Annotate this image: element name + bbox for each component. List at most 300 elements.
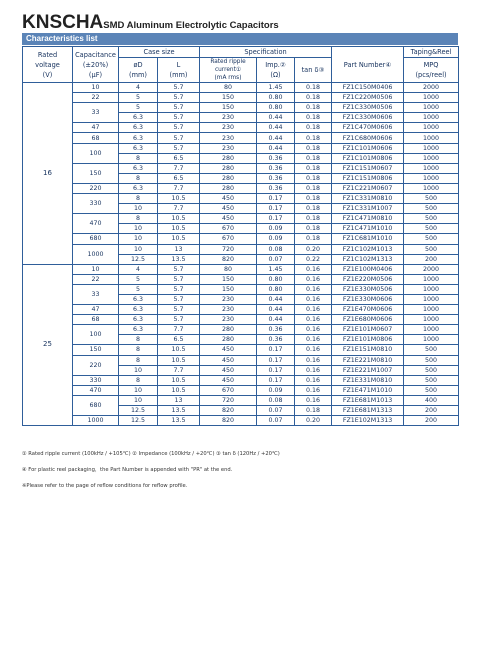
cell-diameter: 6.3 <box>119 325 158 335</box>
table-body <box>23 83 459 426</box>
cell-part-number: FZ1E102M1313 <box>332 416 404 426</box>
cell-part-number: FZ1E330M0506 <box>332 284 404 294</box>
table-row <box>23 163 459 173</box>
cell-ripple: 450 <box>200 345 257 355</box>
table-row <box>23 375 459 385</box>
cell-ripple: 150 <box>200 93 257 103</box>
cell-tan-delta: 0.18 <box>295 234 332 244</box>
cell-tan-delta: 0.18 <box>295 113 332 123</box>
cell-diameter: 10 <box>119 204 158 214</box>
table-row <box>23 214 459 224</box>
cell-mpq: 500 <box>404 365 459 375</box>
cell-length: 5.7 <box>158 93 200 103</box>
header-ripple-current: Rated ripple current① (mA rms) <box>200 58 257 83</box>
cell-length: 13 <box>158 244 200 254</box>
cell-part-number: FZ1C151M0806 <box>332 173 404 183</box>
cell-impedance: 0.44 <box>257 315 295 325</box>
cell-part-number: FZ1E101M0806 <box>332 335 404 345</box>
cell-diameter: 4 <box>119 83 158 93</box>
cell-ripple: 150 <box>200 274 257 284</box>
cell-capacitance: 68 <box>73 133 119 143</box>
cell-mpq: 200 <box>404 254 459 264</box>
cell-diameter: 5 <box>119 274 158 284</box>
cell-ripple: 720 <box>200 244 257 254</box>
cell-ripple: 280 <box>200 173 257 183</box>
cell-rated-voltage: 25 <box>23 264 73 426</box>
cell-part-number: FZ1C151M0607 <box>332 163 404 173</box>
cell-tan-delta: 0.18 <box>295 214 332 224</box>
cell-tan-delta: 0.18 <box>295 133 332 143</box>
cell-diameter: 8 <box>119 173 158 183</box>
cell-tan-delta: 0.18 <box>295 103 332 113</box>
table-row <box>23 315 459 325</box>
cell-tan-delta: 0.16 <box>295 274 332 284</box>
cell-diameter: 12.5 <box>119 416 158 426</box>
cell-mpq: 500 <box>404 345 459 355</box>
cell-impedance: 0.17 <box>257 204 295 214</box>
table-row <box>23 284 459 294</box>
cell-tan-delta: 0.18 <box>295 143 332 153</box>
cell-impedance: 0.80 <box>257 93 295 103</box>
cell-capacitance: 47 <box>73 123 119 133</box>
cell-length: 10.5 <box>158 224 200 234</box>
cell-mpq: 500 <box>404 355 459 365</box>
cell-tan-delta: 0.16 <box>295 385 332 395</box>
cell-diameter: 4 <box>119 264 158 274</box>
cell-impedance: 0.44 <box>257 305 295 315</box>
cell-mpq: 1000 <box>404 173 459 183</box>
cell-part-number: FZ1E221M1007 <box>332 365 404 375</box>
cell-ripple: 450 <box>200 365 257 375</box>
cell-ripple: 280 <box>200 335 257 345</box>
cell-impedance: 0.36 <box>257 335 295 345</box>
cell-length: 5.7 <box>158 284 200 294</box>
cell-mpq: 500 <box>404 204 459 214</box>
cell-tan-delta: 0.18 <box>295 123 332 133</box>
cell-tan-delta: 0.16 <box>295 345 332 355</box>
cell-diameter: 8 <box>119 355 158 365</box>
cell-tan-delta: 0.16 <box>295 375 332 385</box>
cell-length: 13.5 <box>158 254 200 264</box>
cell-impedance: 0.44 <box>257 294 295 304</box>
cell-mpq: 1000 <box>404 123 459 133</box>
cell-length: 5.7 <box>158 103 200 113</box>
cell-ripple: 230 <box>200 113 257 123</box>
cell-mpq: 1000 <box>404 103 459 113</box>
cell-part-number: FZ1C101M0606 <box>332 143 404 153</box>
cell-ripple: 720 <box>200 395 257 405</box>
cell-tan-delta: 0.20 <box>295 244 332 254</box>
cell-part-number: FZ1C471M1010 <box>332 224 404 234</box>
cell-tan-delta: 0.18 <box>295 224 332 234</box>
header-case-size: Case size <box>119 47 200 58</box>
cell-ripple: 820 <box>200 416 257 426</box>
cell-diameter: 6.3 <box>119 113 158 123</box>
footnote-conditions: ① Rated ripple current (100kHz / +105℃) ② Impedance (100kHz / +20℃) ③ tan δ (120Hz / +20℃) <box>22 451 280 457</box>
cell-length: 13.5 <box>158 416 200 426</box>
cell-diameter: 8 <box>119 214 158 224</box>
table-row <box>23 143 459 153</box>
cell-length: 10.5 <box>158 385 200 395</box>
table-row <box>23 264 459 274</box>
cell-capacitance: 330 <box>73 375 119 385</box>
cell-diameter: 5 <box>119 284 158 294</box>
cell-mpq: 1000 <box>404 294 459 304</box>
cell-length: 5.7 <box>158 123 200 133</box>
cell-length: 7.7 <box>158 163 200 173</box>
table-row <box>23 355 459 365</box>
cell-diameter: 10 <box>119 385 158 395</box>
cell-diameter: 12.5 <box>119 254 158 264</box>
cell-capacitance: 680 <box>73 395 119 415</box>
cell-part-number: FZ1E220M0506 <box>332 274 404 284</box>
cell-mpq: 1000 <box>404 163 459 173</box>
header-length: L (mm) <box>158 58 200 83</box>
cell-capacitance: 47 <box>73 305 119 315</box>
cell-length: 7.7 <box>158 325 200 335</box>
cell-part-number: FZ1E680M0606 <box>332 315 404 325</box>
cell-ripple: 820 <box>200 254 257 264</box>
cell-diameter: 6.3 <box>119 183 158 193</box>
cell-length: 5.7 <box>158 305 200 315</box>
cell-part-number: FZ1E470M0606 <box>332 305 404 315</box>
header-mpq: MPQ (pcs/reel) <box>404 58 459 83</box>
header-diameter: øD (mm) <box>119 58 158 83</box>
cell-ripple: 230 <box>200 133 257 143</box>
cell-mpq: 1000 <box>404 325 459 335</box>
cell-capacitance: 220 <box>73 183 119 193</box>
cell-ripple: 280 <box>200 183 257 193</box>
cell-diameter: 12.5 <box>119 406 158 416</box>
footnote-reflow: ※Please refer to the page of reflow conditions for reflow profile. <box>22 483 188 489</box>
cell-capacitance: 1000 <box>73 416 119 426</box>
cell-impedance: 0.36 <box>257 183 295 193</box>
cell-mpq: 1000 <box>404 183 459 193</box>
cell-mpq: 1000 <box>404 113 459 123</box>
cell-ripple: 450 <box>200 214 257 224</box>
cell-length: 5.7 <box>158 315 200 325</box>
cell-mpq: 500 <box>404 214 459 224</box>
cell-mpq: 500 <box>404 244 459 254</box>
table-row <box>23 183 459 193</box>
cell-ripple: 80 <box>200 264 257 274</box>
cell-impedance: 0.80 <box>257 274 295 284</box>
cell-diameter: 10 <box>119 365 158 375</box>
cell-tan-delta: 0.22 <box>295 254 332 264</box>
cell-part-number: FZ1E681M1313 <box>332 406 404 416</box>
cell-impedance: 0.17 <box>257 375 295 385</box>
cell-impedance: 0.44 <box>257 123 295 133</box>
cell-tan-delta: 0.16 <box>295 335 332 345</box>
cell-capacitance: 22 <box>73 274 119 284</box>
cell-diameter: 6.3 <box>119 163 158 173</box>
cell-impedance: 0.09 <box>257 385 295 395</box>
cell-impedance: 0.36 <box>257 153 295 163</box>
cell-ripple: 230 <box>200 123 257 133</box>
cell-part-number: FZ1E221M0810 <box>332 355 404 365</box>
table-row <box>23 93 459 103</box>
cell-capacitance: 150 <box>73 345 119 355</box>
cell-impedance: 0.80 <box>257 103 295 113</box>
cell-impedance: 0.36 <box>257 163 295 173</box>
table-row <box>23 325 459 335</box>
table-row <box>23 305 459 315</box>
cell-capacitance: 33 <box>73 284 119 304</box>
cell-length: 5.7 <box>158 294 200 304</box>
cell-tan-delta: 0.18 <box>295 204 332 214</box>
cell-rated-voltage: 16 <box>23 83 73 265</box>
cell-length: 13.5 <box>158 406 200 416</box>
footnotes <box>22 450 458 498</box>
cell-length: 7.7 <box>158 204 200 214</box>
cell-capacitance: 470 <box>73 385 119 395</box>
cell-ripple: 80 <box>200 83 257 93</box>
cell-capacitance: 100 <box>73 325 119 345</box>
cell-impedance: 1.45 <box>257 264 295 274</box>
cell-ripple: 230 <box>200 143 257 153</box>
cell-diameter: 6.3 <box>119 315 158 325</box>
cell-diameter: 5 <box>119 93 158 103</box>
cell-tan-delta: 0.18 <box>295 183 332 193</box>
cell-impedance: 0.44 <box>257 143 295 153</box>
cell-length: 10.5 <box>158 194 200 204</box>
cell-length: 10.5 <box>158 345 200 355</box>
cell-mpq: 1000 <box>404 305 459 315</box>
cell-mpq: 500 <box>404 224 459 234</box>
cell-length: 10.5 <box>158 355 200 365</box>
cell-tan-delta: 0.18 <box>295 406 332 416</box>
cell-ripple: 820 <box>200 406 257 416</box>
cell-ripple: 450 <box>200 375 257 385</box>
cell-part-number: FZ1C330M0606 <box>332 113 404 123</box>
cell-mpq: 1000 <box>404 335 459 345</box>
cell-mpq: 1000 <box>404 274 459 284</box>
cell-impedance: 0.07 <box>257 406 295 416</box>
cell-impedance: 0.07 <box>257 254 295 264</box>
cell-mpq: 1000 <box>404 93 459 103</box>
cell-part-number: FZ1C680M0606 <box>332 133 404 143</box>
cell-ripple: 280 <box>200 153 257 163</box>
cell-length: 5.7 <box>158 83 200 93</box>
cell-ripple: 670 <box>200 234 257 244</box>
header-taping-reel: Taping&Reel <box>404 47 459 58</box>
cell-mpq: 500 <box>404 194 459 204</box>
cell-tan-delta: 0.16 <box>295 264 332 274</box>
header-capacitance: Capacitance (±20%) (μF) <box>73 47 119 83</box>
cell-tan-delta: 0.18 <box>295 153 332 163</box>
cell-diameter: 6.3 <box>119 294 158 304</box>
cell-tan-delta: 0.16 <box>295 305 332 315</box>
table-row <box>23 83 459 93</box>
cell-diameter: 8 <box>119 194 158 204</box>
cell-impedance: 0.09 <box>257 234 295 244</box>
cell-part-number: FZ1E100M0406 <box>332 264 404 274</box>
cell-ripple: 450 <box>200 194 257 204</box>
cell-part-number: FZ1C102M1013 <box>332 244 404 254</box>
cell-impedance: 0.44 <box>257 133 295 143</box>
cell-diameter: 6.3 <box>119 305 158 315</box>
cell-mpq: 500 <box>404 375 459 385</box>
header-specification: Specification <box>200 47 332 58</box>
cell-mpq: 1000 <box>404 315 459 325</box>
cell-impedance: 1.45 <box>257 83 295 93</box>
header-rated-voltage: Rated voltage (V) <box>23 47 73 83</box>
cell-length: 10.5 <box>158 375 200 385</box>
brand-name: KNSCHA <box>22 12 104 33</box>
cell-length: 5.7 <box>158 143 200 153</box>
cell-tan-delta: 0.18 <box>295 194 332 204</box>
cell-part-number: FZ1C150M0406 <box>332 83 404 93</box>
cell-capacitance: 680 <box>73 234 119 244</box>
cell-mpq: 200 <box>404 406 459 416</box>
cell-impedance: 0.17 <box>257 345 295 355</box>
cell-part-number: FZ1E101M0607 <box>332 325 404 335</box>
cell-length: 10.5 <box>158 214 200 224</box>
table-row <box>23 234 459 244</box>
cell-capacitance: 100 <box>73 143 119 163</box>
cell-capacitance: 10 <box>73 264 119 274</box>
cell-diameter: 8 <box>119 345 158 355</box>
characteristics-table <box>22 46 459 426</box>
cell-capacitance: 330 <box>73 194 119 214</box>
cell-tan-delta: 0.16 <box>295 355 332 365</box>
header-impedance: Imp.② (Ω) <box>257 58 295 83</box>
cell-impedance: 0.17 <box>257 365 295 375</box>
cell-impedance: 0.36 <box>257 173 295 183</box>
cell-diameter: 10 <box>119 234 158 244</box>
cell-length: 5.7 <box>158 133 200 143</box>
cell-part-number: FZ1C221M0607 <box>332 183 404 193</box>
cell-impedance: 0.17 <box>257 355 295 365</box>
cell-tan-delta: 0.16 <box>295 325 332 335</box>
cell-length: 10.5 <box>158 234 200 244</box>
cell-tan-delta: 0.16 <box>295 395 332 405</box>
cell-tan-delta: 0.18 <box>295 163 332 173</box>
cell-mpq: 500 <box>404 385 459 395</box>
cell-ripple: 150 <box>200 284 257 294</box>
table-row <box>23 274 459 284</box>
cell-mpq: 400 <box>404 395 459 405</box>
cell-ripple: 150 <box>200 103 257 113</box>
page-header <box>22 12 279 34</box>
cell-diameter: 6.3 <box>119 143 158 153</box>
cell-part-number: FZ1C331M1007 <box>332 204 404 214</box>
cell-ripple: 670 <box>200 385 257 395</box>
cell-capacitance: 1000 <box>73 244 119 264</box>
cell-part-number: FZ1E151M0810 <box>332 345 404 355</box>
cell-impedance: 0.36 <box>257 325 295 335</box>
cell-part-number: FZ1E681M1013 <box>332 395 404 405</box>
cell-mpq: 1000 <box>404 143 459 153</box>
cell-diameter: 5 <box>119 103 158 113</box>
cell-capacitance: 470 <box>73 214 119 234</box>
cell-length: 7.7 <box>158 183 200 193</box>
cell-mpq: 2000 <box>404 83 459 93</box>
cell-tan-delta: 0.16 <box>295 365 332 375</box>
table-row <box>23 385 459 395</box>
cell-diameter: 10 <box>119 244 158 254</box>
table-row <box>23 416 459 426</box>
cell-part-number: FZ1C220M0506 <box>332 93 404 103</box>
cell-diameter: 8 <box>119 375 158 385</box>
footnote-part-number: ④ For plastic reel packaging，the Part Number is appended with "PR" at the end. <box>22 467 233 473</box>
cell-diameter: 6.3 <box>119 133 158 143</box>
cell-length: 5.7 <box>158 113 200 123</box>
cell-part-number: FZ1C330M0506 <box>332 103 404 113</box>
cell-capacitance: 22 <box>73 93 119 103</box>
cell-impedance: 0.08 <box>257 395 295 405</box>
table-row <box>23 345 459 355</box>
cell-tan-delta: 0.20 <box>295 416 332 426</box>
cell-length: 6.5 <box>158 335 200 345</box>
cell-diameter: 10 <box>119 224 158 234</box>
cell-impedance: 0.07 <box>257 416 295 426</box>
cell-mpq: 1000 <box>404 284 459 294</box>
cell-impedance: 0.17 <box>257 194 295 204</box>
header-part-number: Part Number④ <box>332 47 404 83</box>
cell-impedance: 0.09 <box>257 224 295 234</box>
cell-tan-delta: 0.18 <box>295 93 332 103</box>
cell-mpq: 1000 <box>404 133 459 143</box>
cell-tan-delta: 0.16 <box>295 294 332 304</box>
cell-part-number: FZ1C470M0606 <box>332 123 404 133</box>
table-row <box>23 194 459 204</box>
cell-tan-delta: 0.18 <box>295 173 332 183</box>
table-row <box>23 123 459 133</box>
cell-mpq: 1000 <box>404 153 459 163</box>
cell-length: 7.7 <box>158 365 200 375</box>
header-tan-delta: tan δ③ <box>295 58 332 83</box>
cell-part-number: FZ1C681M1010 <box>332 234 404 244</box>
cell-part-number: FZ1C331M0810 <box>332 194 404 204</box>
cell-length: 5.7 <box>158 264 200 274</box>
cell-capacitance: 220 <box>73 355 119 375</box>
cell-impedance: 0.44 <box>257 113 295 123</box>
table-row <box>23 103 459 113</box>
cell-diameter: 10 <box>119 395 158 405</box>
cell-part-number: FZ1E330M0606 <box>332 294 404 304</box>
cell-tan-delta: 0.16 <box>295 284 332 294</box>
cell-part-number: FZ1C102M1313 <box>332 254 404 264</box>
cell-impedance: 0.80 <box>257 284 295 294</box>
cell-ripple: 280 <box>200 325 257 335</box>
cell-ripple: 230 <box>200 315 257 325</box>
cell-diameter: 6.3 <box>119 123 158 133</box>
cell-part-number: FZ1E331M0810 <box>332 375 404 385</box>
cell-ripple: 230 <box>200 305 257 315</box>
cell-part-number: FZ1C471M0810 <box>332 214 404 224</box>
cell-mpq: 2000 <box>404 264 459 274</box>
cell-diameter: 8 <box>119 335 158 345</box>
cell-capacitance: 10 <box>73 83 119 93</box>
cell-capacitance: 150 <box>73 163 119 183</box>
cell-mpq: 200 <box>404 416 459 426</box>
cell-capacitance: 68 <box>73 315 119 325</box>
cell-part-number: FZ1C101M0806 <box>332 153 404 163</box>
cell-ripple: 230 <box>200 294 257 304</box>
cell-ripple: 450 <box>200 204 257 214</box>
table-row <box>23 244 459 254</box>
cell-tan-delta: 0.16 <box>295 315 332 325</box>
cell-length: 6.5 <box>158 173 200 183</box>
cell-diameter: 8 <box>119 153 158 163</box>
cell-part-number: FZ1E471M1010 <box>332 385 404 395</box>
section-title: Characteristics list <box>22 33 458 45</box>
cell-ripple: 670 <box>200 224 257 234</box>
table-row <box>23 133 459 143</box>
cell-impedance: 0.17 <box>257 214 295 224</box>
cell-length: 6.5 <box>158 153 200 163</box>
